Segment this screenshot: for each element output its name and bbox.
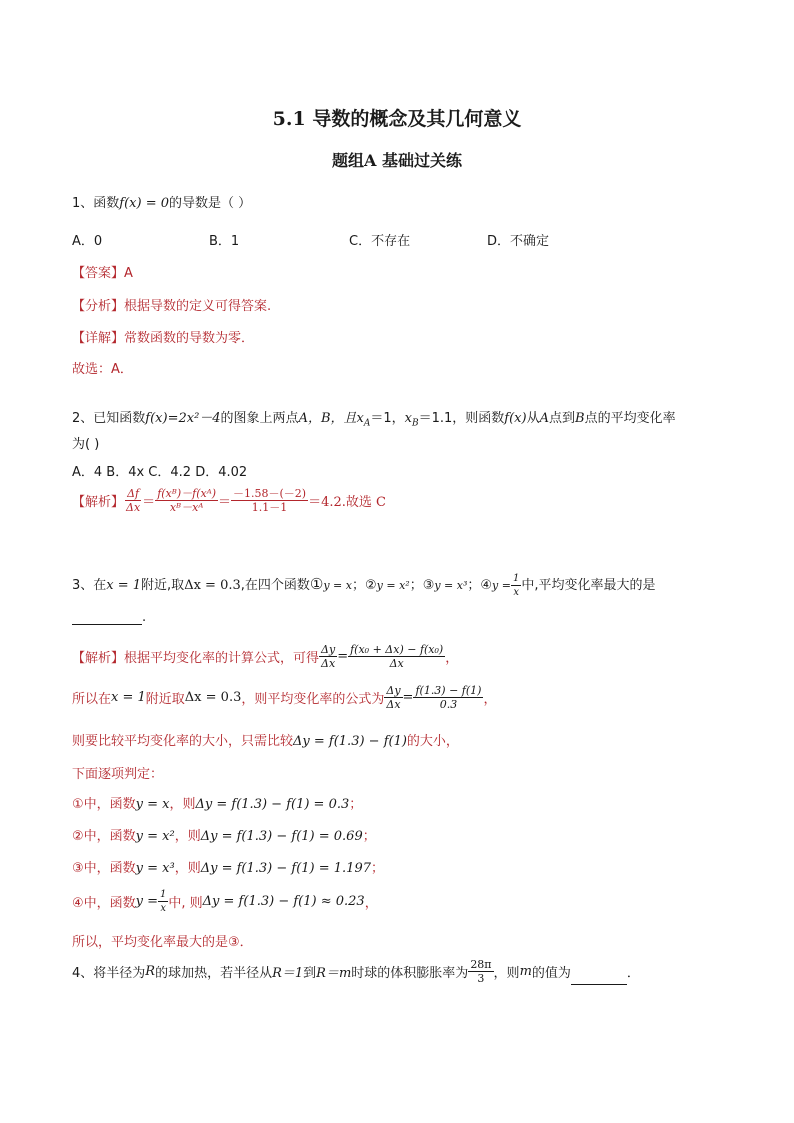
q3-solution-r4: ④中，函数y = $\frac{1}{x}$ 中, 则Δy = f(1.3) − f(1) ≈ 0.23，: [72, 889, 378, 914]
q3-solution-2: 所以在x = 1附近取Δx = 0.3，则平均变化率的公式为 $\frac{\Delta y}{\Delta x}$ = $\frac{f(1.3) - f(1)}{0.3}$ ，: [72, 684, 497, 711]
q1-option-b: B．1: [209, 234, 240, 249]
section-subtitle: 题组A 基础过关练: [332, 151, 462, 170]
question-4: 4、将半径为R的球加热，若半径从R＝1到R＝m时球的体积膨胀率为 $\frac{28\pi}{3}$ ，则m的值为 ．: [72, 958, 640, 985]
q3-conclusion: 所以，平均变化率最大的是③．: [72, 935, 253, 950]
answer-blank: [72, 610, 142, 625]
q3-answer-blank: .: [72, 610, 146, 625]
q3-solution-r1: ①中，函数y = x，则Δy = f(1.3) − f(1) = 0.3；: [72, 797, 363, 812]
q3-frac-one-over-x: $\frac{1}{x}$: [512, 573, 520, 598]
q2-solution: 【解析】 $\frac{\Delta f}{\Delta x}$ ＝ $\frac{\text{f(xᴮ)－f(xᴬ)}}{\text{xᴮ－xᴬ}}$ ＝ $\frac{-1.58-(-2)}{1.1-1}$ ＝4.2.故选 C: [72, 487, 386, 514]
q4-frac-28pi-over-3: $\frac{28\pi}{3}$: [470, 958, 492, 985]
q3-solution-r2: ②中，函数y = x²，则Δy = f(1.3) − f(1) = 0.69；: [72, 829, 376, 844]
q1-analysis: 【分析】根据导数的定义可得答案.: [72, 299, 272, 314]
question-1: 1、函数f(x) = 0的导数是（ ）: [72, 196, 252, 211]
q2-frac-3: $\frac{-1.58-(-2)}{1.1-1}$: [233, 487, 307, 514]
q3-solution-1: 【解析】根据平均变化率的计算公式，可得 $\frac{\Delta y}{\Delta x}$ = $\frac{\text{f(x₀ + Δx) − f(x₀)}}{\Delta x}$ ，: [72, 643, 459, 670]
q3-solution-r3: ③中，函数y = x³，则Δy = f(1.3) − f(1) = 1.197；: [72, 861, 385, 876]
q3-solution-4: 下面逐项判定：: [72, 767, 164, 782]
q2-frac-2: $\frac{\text{f(xᴮ)－f(xᴬ)}}{\text{xᴮ－xᴬ}}$: [157, 487, 216, 514]
q2-frac-1: $\frac{\Delta f}{\Delta x}$: [126, 487, 141, 514]
q1-choice: 故选：A．: [72, 362, 133, 377]
q1-detail: 【详解】常数函数的导数为零．: [72, 331, 255, 346]
question-2: 2、已知函数f(x)=2x²－4的图象上两点A，B，且$x_A=1$，$x_B=1.1$，则函数f(x)从A点到B点的平均变化率: [72, 411, 676, 429]
q2-line2: 为( ): [72, 437, 100, 452]
q2-options: A．4 B．4x C．4.2 D．4.02: [72, 465, 248, 480]
page-title: 5.1 导数的概念及其几何意义: [272, 108, 522, 130]
q1-option-d: D．不确定: [487, 234, 550, 249]
q1-option-c: C．不存在: [349, 234, 411, 249]
question-3: 3、在x = 1附近,取Δx = 0.3,在四个函数①y = x；②y = x²；③y = x³；④y = $\frac{1}{x}$ 中,平均变化率最大的是: [72, 573, 656, 598]
q1-answer: 【答案】A: [72, 266, 133, 281]
q1-option-a: A．0: [72, 234, 103, 249]
answer-blank: [571, 970, 627, 985]
q3-solution-3: 则要比较平均变化率的大小，只需比较Δy = f(1.3) − f(1)的大小，: [72, 734, 459, 749]
